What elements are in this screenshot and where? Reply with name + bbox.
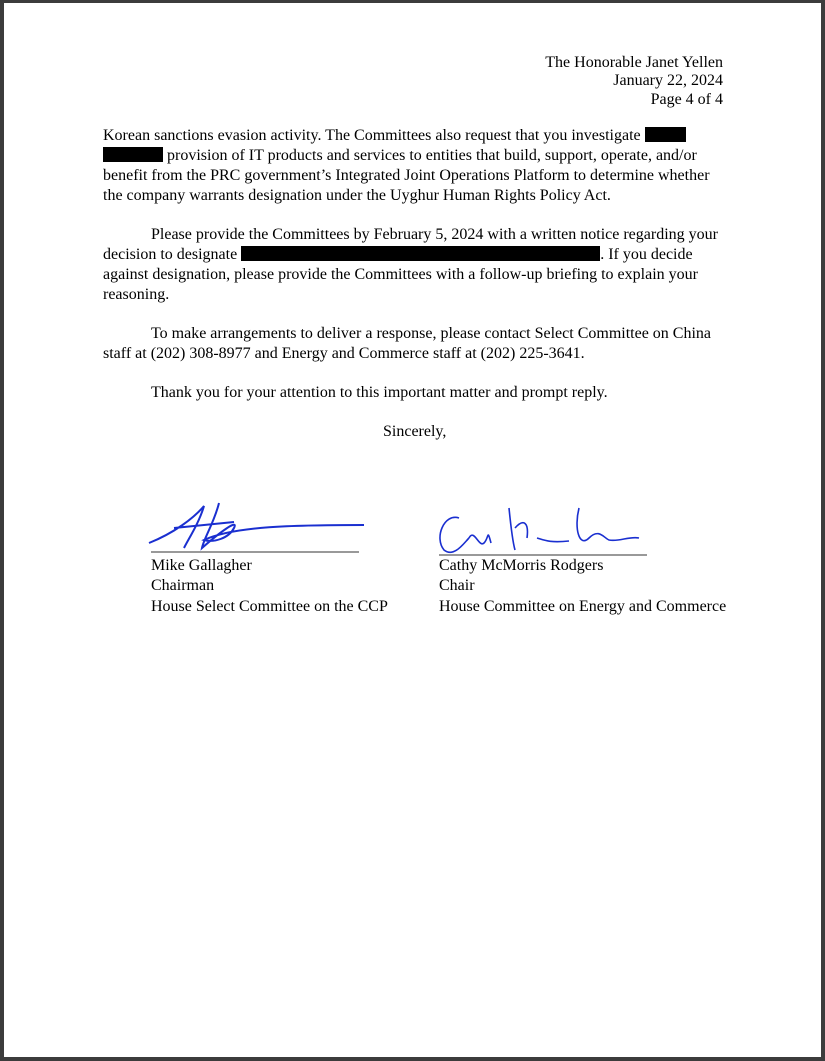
redaction (645, 127, 686, 142)
paragraph-line: Please provide the Committees by February 5, 2024 with a written notice regarding your (151, 226, 718, 243)
paragraph-line: Korean sanctions evasion activity. The Committees also request that you investigate (103, 126, 686, 146)
paragraph-line: Thank you for your attention to this important matter and prompt reply. (151, 384, 608, 401)
signer-org: House Select Committee on the CCP (151, 598, 388, 615)
paragraph-line: staff at (202) 308-8977 and Energy and Commerce staff at (202) 225-3641. (103, 345, 585, 362)
signer-title: Chair (439, 577, 475, 594)
signature-gallagher (144, 498, 374, 558)
redaction (103, 147, 163, 162)
closing: Sincerely, (383, 423, 447, 440)
paragraph-line: benefit from the PRC government’s Integrated Joint Operations Platform to determine whether (103, 167, 710, 184)
signer-name: Mike Gallagher (151, 557, 252, 574)
signer-name: Cathy McMorris Rodgers (439, 557, 604, 574)
page-number: Page 4 of 4 (650, 91, 723, 108)
paragraph-line: the company warrants designation under the Uyghur Human Rights Policy Act. (103, 187, 611, 204)
document-page (4, 3, 821, 1057)
signer-title: Chairman (151, 577, 215, 594)
paragraph-line: decision to designate . If you decide (103, 246, 693, 263)
redaction (241, 246, 600, 261)
signature-rodgers (429, 498, 654, 563)
paragraph-line: reasoning. (103, 286, 170, 303)
paragraph-line: To make arrangements to deliver a response, please contact Select Committee on China (151, 325, 712, 342)
recipient: The Honorable Janet Yellen (545, 54, 723, 71)
letter-date: January 22, 2024 (613, 72, 723, 89)
paragraph-line: provision of IT products and services to entities that build, support, operate, and/or (103, 146, 697, 166)
signer-org: House Committee on Energy and Commerce (439, 598, 727, 615)
paragraph-line: against designation, please provide the Committees with a follow-up briefing to explain your (103, 266, 698, 283)
